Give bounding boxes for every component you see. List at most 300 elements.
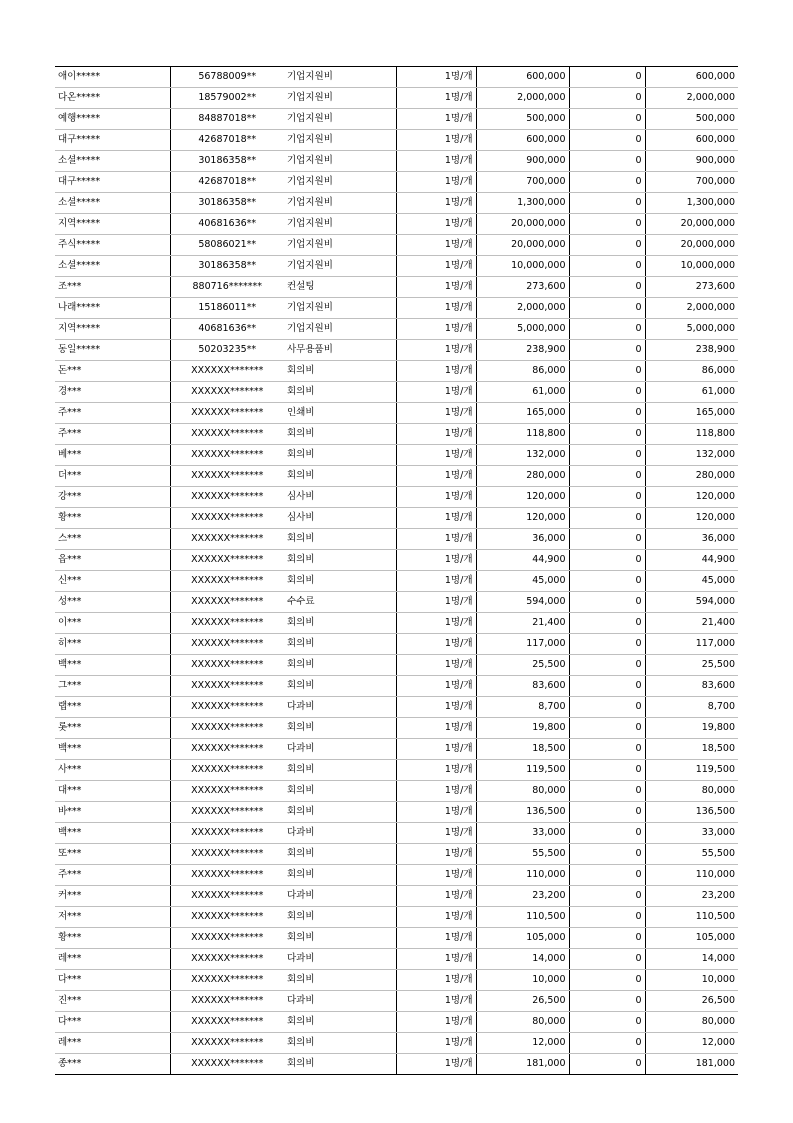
unit-cell: 1명/개 [396, 67, 476, 88]
amount-cell: 2,000,000 [476, 298, 569, 319]
registration-number-cell: XXXXXX******* [170, 403, 284, 424]
expense-category-cell: 회의비 [284, 676, 396, 697]
amount-cell: 10,000,000 [476, 256, 569, 277]
expense-category-cell: 기업지원비 [284, 109, 396, 130]
expense-ledger-table [55, 66, 738, 1075]
amount-cell: 23,200 [476, 886, 569, 907]
unit-cell: 1명/개 [396, 109, 476, 130]
tax-cell: 0 [569, 172, 645, 193]
registration-number-cell: XXXXXX******* [170, 886, 284, 907]
total-cell: 45,000 [645, 571, 738, 592]
tax-cell: 0 [569, 340, 645, 361]
amount-cell: 20,000,000 [476, 235, 569, 256]
total-cell: 44,900 [645, 550, 738, 571]
registration-number-cell: XXXXXX******* [170, 382, 284, 403]
amount-cell: 33,000 [476, 823, 569, 844]
total-cell: 18,500 [645, 739, 738, 760]
vendor-name-cell: 대구***** [55, 172, 170, 193]
registration-number-cell: XXXXXX******* [170, 718, 284, 739]
unit-cell: 1명/개 [396, 361, 476, 382]
amount-cell: 26,500 [476, 991, 569, 1012]
unit-cell: 1명/개 [396, 466, 476, 487]
registration-number-cell: XXXXXX******* [170, 760, 284, 781]
vendor-name-cell: 바*** [55, 802, 170, 823]
amount-cell: 105,000 [476, 928, 569, 949]
tax-cell: 0 [569, 151, 645, 172]
registration-number-cell: XXXXXX******* [170, 970, 284, 991]
table-row [55, 949, 738, 970]
table-row [55, 634, 738, 655]
registration-number-cell: XXXXXX******* [170, 676, 284, 697]
vendor-name-cell: 황*** [55, 508, 170, 529]
registration-number-cell: XXXXXX******* [170, 445, 284, 466]
expense-category-cell: 회의비 [284, 382, 396, 403]
registration-number-cell: 30186358** [170, 193, 284, 214]
unit-cell: 1명/개 [396, 445, 476, 466]
expense-category-cell: 회의비 [284, 1012, 396, 1033]
expense-category-cell: 다과비 [284, 739, 396, 760]
unit-cell: 1명/개 [396, 718, 476, 739]
total-cell: 8,700 [645, 697, 738, 718]
table-row [55, 613, 738, 634]
total-cell: 26,500 [645, 991, 738, 1012]
registration-number-cell: 40681636** [170, 319, 284, 340]
expense-category-cell: 기업지원비 [284, 214, 396, 235]
registration-number-cell: 42687018** [170, 130, 284, 151]
registration-number-cell: XXXXXX******* [170, 991, 284, 1012]
total-cell: 20,000,000 [645, 214, 738, 235]
registration-number-cell: XXXXXX******* [170, 823, 284, 844]
registration-number-cell: XXXXXX******* [170, 613, 284, 634]
tax-cell: 0 [569, 193, 645, 214]
vendor-name-cell: 백*** [55, 655, 170, 676]
unit-cell: 1명/개 [396, 340, 476, 361]
total-cell: 132,000 [645, 445, 738, 466]
vendor-name-cell: 다*** [55, 970, 170, 991]
unit-cell: 1명/개 [396, 844, 476, 865]
table-row [55, 403, 738, 424]
expense-category-cell: 심사비 [284, 508, 396, 529]
vendor-name-cell: 동일***** [55, 340, 170, 361]
amount-cell: 20,000,000 [476, 214, 569, 235]
expense-category-cell: 다과비 [284, 991, 396, 1012]
table-row [55, 655, 738, 676]
total-cell: 600,000 [645, 67, 738, 88]
expense-category-cell: 회의비 [284, 655, 396, 676]
table-row [55, 151, 738, 172]
table-row [55, 1012, 738, 1033]
tax-cell: 0 [569, 403, 645, 424]
vendor-name-cell: 돈*** [55, 361, 170, 382]
vendor-name-cell: 저*** [55, 907, 170, 928]
table-row [55, 739, 738, 760]
amount-cell: 83,600 [476, 676, 569, 697]
vendor-name-cell: 주*** [55, 403, 170, 424]
amount-cell: 700,000 [476, 172, 569, 193]
table-row [55, 88, 738, 109]
table-row [55, 529, 738, 550]
tax-cell: 0 [569, 508, 645, 529]
expense-category-cell: 회의비 [284, 361, 396, 382]
total-cell: 165,000 [645, 403, 738, 424]
expense-category-cell: 기업지원비 [284, 130, 396, 151]
table-row [55, 508, 738, 529]
unit-cell: 1명/개 [396, 781, 476, 802]
amount-cell: 136,500 [476, 802, 569, 823]
total-cell: 105,000 [645, 928, 738, 949]
tax-cell: 0 [569, 634, 645, 655]
expense-category-cell: 기업지원비 [284, 256, 396, 277]
total-cell: 900,000 [645, 151, 738, 172]
registration-number-cell: XXXXXX******* [170, 571, 284, 592]
tax-cell: 0 [569, 907, 645, 928]
unit-cell: 1명/개 [396, 1012, 476, 1033]
table-row [55, 298, 738, 319]
tax-cell: 0 [569, 487, 645, 508]
unit-cell: 1명/개 [396, 193, 476, 214]
total-cell: 500,000 [645, 109, 738, 130]
expense-category-cell: 회의비 [284, 550, 396, 571]
amount-cell: 5,000,000 [476, 319, 569, 340]
amount-cell: 18,500 [476, 739, 569, 760]
tax-cell: 0 [569, 802, 645, 823]
tax-cell: 0 [569, 235, 645, 256]
vendor-name-cell: 이*** [55, 613, 170, 634]
unit-cell: 1명/개 [396, 1054, 476, 1075]
total-cell: 33,000 [645, 823, 738, 844]
total-cell: 10,000,000 [645, 256, 738, 277]
total-cell: 80,000 [645, 1012, 738, 1033]
vendor-name-cell: 그*** [55, 676, 170, 697]
registration-number-cell: XXXXXX******* [170, 697, 284, 718]
expense-category-cell: 기업지원비 [284, 172, 396, 193]
registration-number-cell: 84887018** [170, 109, 284, 130]
amount-cell: 45,000 [476, 571, 569, 592]
unit-cell: 1명/개 [396, 151, 476, 172]
expense-category-cell: 회의비 [284, 718, 396, 739]
registration-number-cell: XXXXXX******* [170, 928, 284, 949]
unit-cell: 1명/개 [396, 277, 476, 298]
unit-cell: 1명/개 [396, 823, 476, 844]
expense-category-cell: 회의비 [284, 760, 396, 781]
total-cell: 10,000 [645, 970, 738, 991]
amount-cell: 594,000 [476, 592, 569, 613]
total-cell: 55,500 [645, 844, 738, 865]
vendor-name-cell: 강*** [55, 487, 170, 508]
registration-number-cell: 18579002** [170, 88, 284, 109]
expense-category-cell: 회의비 [284, 613, 396, 634]
total-cell: 600,000 [645, 130, 738, 151]
unit-cell: 1명/개 [396, 613, 476, 634]
expense-category-cell: 기업지원비 [284, 67, 396, 88]
total-cell: 110,000 [645, 865, 738, 886]
table-row [55, 592, 738, 613]
total-cell: 594,000 [645, 592, 738, 613]
table-row [55, 487, 738, 508]
registration-number-cell: XXXXXX******* [170, 529, 284, 550]
amount-cell: 21,400 [476, 613, 569, 634]
unit-cell: 1명/개 [396, 802, 476, 823]
table-row [55, 1033, 738, 1054]
unit-cell: 1명/개 [396, 508, 476, 529]
total-cell: 86,000 [645, 361, 738, 382]
total-cell: 25,500 [645, 655, 738, 676]
registration-number-cell: 30186358** [170, 151, 284, 172]
expense-category-cell: 회의비 [284, 1054, 396, 1075]
amount-cell: 36,000 [476, 529, 569, 550]
expense-category-cell: 기업지원비 [284, 298, 396, 319]
registration-number-cell: XXXXXX******* [170, 424, 284, 445]
tax-cell: 0 [569, 697, 645, 718]
expense-category-cell: 다과비 [284, 823, 396, 844]
amount-cell: 165,000 [476, 403, 569, 424]
expense-category-cell: 기업지원비 [284, 319, 396, 340]
expense-category-cell: 회의비 [284, 571, 396, 592]
expense-category-cell: 수수료 [284, 592, 396, 613]
registration-number-cell: XXXXXX******* [170, 634, 284, 655]
vendor-name-cell: 소셜***** [55, 256, 170, 277]
unit-cell: 1명/개 [396, 991, 476, 1012]
vendor-name-cell: 조*** [55, 277, 170, 298]
tax-cell: 0 [569, 424, 645, 445]
vendor-name-cell: 레*** [55, 949, 170, 970]
tax-cell: 0 [569, 277, 645, 298]
unit-cell: 1명/개 [396, 235, 476, 256]
vendor-name-cell: 롯*** [55, 718, 170, 739]
expense-category-cell: 회의비 [284, 928, 396, 949]
tax-cell: 0 [569, 781, 645, 802]
table-row [55, 340, 738, 361]
tax-cell: 0 [569, 928, 645, 949]
unit-cell: 1명/개 [396, 298, 476, 319]
vendor-name-cell: 진*** [55, 991, 170, 1012]
amount-cell: 14,000 [476, 949, 569, 970]
tax-cell: 0 [569, 67, 645, 88]
unit-cell: 1명/개 [396, 697, 476, 718]
expense-category-cell: 다과비 [284, 949, 396, 970]
unit-cell: 1명/개 [396, 487, 476, 508]
total-cell: 61,000 [645, 382, 738, 403]
tax-cell: 0 [569, 529, 645, 550]
registration-number-cell: XXXXXX******* [170, 508, 284, 529]
amount-cell: 181,000 [476, 1054, 569, 1075]
unit-cell: 1명/개 [396, 256, 476, 277]
vendor-name-cell: 애이***** [55, 67, 170, 88]
amount-cell: 120,000 [476, 487, 569, 508]
amount-cell: 44,900 [476, 550, 569, 571]
registration-number-cell: 880716******* [170, 277, 284, 298]
unit-cell: 1명/개 [396, 886, 476, 907]
total-cell: 2,000,000 [645, 88, 738, 109]
table-row [55, 802, 738, 823]
vendor-name-cell: 히*** [55, 634, 170, 655]
tax-cell: 0 [569, 760, 645, 781]
amount-cell: 10,000 [476, 970, 569, 991]
vendor-name-cell: 백*** [55, 823, 170, 844]
amount-cell: 61,000 [476, 382, 569, 403]
table-row [55, 466, 738, 487]
tax-cell: 0 [569, 970, 645, 991]
unit-cell: 1명/개 [396, 907, 476, 928]
total-cell: 2,000,000 [645, 298, 738, 319]
unit-cell: 1명/개 [396, 571, 476, 592]
total-cell: 5,000,000 [645, 319, 738, 340]
unit-cell: 1명/개 [396, 928, 476, 949]
vendor-name-cell: 백*** [55, 739, 170, 760]
expense-category-cell: 사무용품비 [284, 340, 396, 361]
tax-cell: 0 [569, 949, 645, 970]
expense-category-cell: 회의비 [284, 907, 396, 928]
tax-cell: 0 [569, 130, 645, 151]
tax-cell: 0 [569, 823, 645, 844]
total-cell: 119,500 [645, 760, 738, 781]
amount-cell: 25,500 [476, 655, 569, 676]
expense-category-cell: 회의비 [284, 1033, 396, 1054]
tax-cell: 0 [569, 718, 645, 739]
expense-category-cell: 다과비 [284, 886, 396, 907]
unit-cell: 1명/개 [396, 550, 476, 571]
unit-cell: 1명/개 [396, 949, 476, 970]
vendor-name-cell: 스*** [55, 529, 170, 550]
vendor-name-cell: 예행***** [55, 109, 170, 130]
vendor-name-cell: 대구***** [55, 130, 170, 151]
registration-number-cell: XXXXXX******* [170, 781, 284, 802]
table-row [55, 130, 738, 151]
amount-cell: 500,000 [476, 109, 569, 130]
unit-cell: 1명/개 [396, 592, 476, 613]
total-cell: 14,000 [645, 949, 738, 970]
total-cell: 238,900 [645, 340, 738, 361]
unit-cell: 1명/개 [396, 403, 476, 424]
table-row [55, 970, 738, 991]
table-row [55, 1054, 738, 1075]
vendor-name-cell: 지역***** [55, 319, 170, 340]
table-row [55, 256, 738, 277]
total-cell: 19,800 [645, 718, 738, 739]
registration-number-cell: 58086021** [170, 235, 284, 256]
table-row [55, 67, 738, 88]
table-row [55, 193, 738, 214]
ledger-body [55, 67, 738, 1075]
registration-number-cell: XXXXXX******* [170, 844, 284, 865]
tax-cell: 0 [569, 613, 645, 634]
registration-number-cell: XXXXXX******* [170, 361, 284, 382]
total-cell: 110,500 [645, 907, 738, 928]
table-row [55, 571, 738, 592]
total-cell: 80,000 [645, 781, 738, 802]
amount-cell: 900,000 [476, 151, 569, 172]
registration-number-cell: XXXXXX******* [170, 466, 284, 487]
expense-category-cell: 회의비 [284, 802, 396, 823]
unit-cell: 1명/개 [396, 760, 476, 781]
vendor-name-cell: 더*** [55, 466, 170, 487]
tax-cell: 0 [569, 1054, 645, 1075]
tax-cell: 0 [569, 739, 645, 760]
registration-number-cell: XXXXXX******* [170, 550, 284, 571]
amount-cell: 117,000 [476, 634, 569, 655]
vendor-name-cell: 종*** [55, 1054, 170, 1075]
vendor-name-cell: 다*** [55, 1012, 170, 1033]
table-row [55, 823, 738, 844]
expense-category-cell: 인쇄비 [284, 403, 396, 424]
total-cell: 118,800 [645, 424, 738, 445]
unit-cell: 1명/개 [396, 214, 476, 235]
total-cell: 120,000 [645, 508, 738, 529]
amount-cell: 132,000 [476, 445, 569, 466]
total-cell: 20,000,000 [645, 235, 738, 256]
registration-number-cell: 50203235** [170, 340, 284, 361]
table-row [55, 697, 738, 718]
tax-cell: 0 [569, 1033, 645, 1054]
amount-cell: 118,800 [476, 424, 569, 445]
tax-cell: 0 [569, 256, 645, 277]
amount-cell: 120,000 [476, 508, 569, 529]
vendor-name-cell: 레*** [55, 1033, 170, 1054]
table-row [55, 424, 738, 445]
tax-cell: 0 [569, 88, 645, 109]
amount-cell: 110,000 [476, 865, 569, 886]
total-cell: 12,000 [645, 1033, 738, 1054]
expense-category-cell: 기업지원비 [284, 235, 396, 256]
expense-category-cell: 회의비 [284, 445, 396, 466]
unit-cell: 1명/개 [396, 655, 476, 676]
table-row [55, 445, 738, 466]
amount-cell: 8,700 [476, 697, 569, 718]
total-cell: 280,000 [645, 466, 738, 487]
total-cell: 36,000 [645, 529, 738, 550]
table-row [55, 676, 738, 697]
unit-cell: 1명/개 [396, 319, 476, 340]
registration-number-cell: XXXXXX******* [170, 655, 284, 676]
tax-cell: 0 [569, 298, 645, 319]
table-row [55, 550, 738, 571]
amount-cell: 238,900 [476, 340, 569, 361]
unit-cell: 1명/개 [396, 172, 476, 193]
amount-cell: 280,000 [476, 466, 569, 487]
amount-cell: 600,000 [476, 130, 569, 151]
unit-cell: 1명/개 [396, 529, 476, 550]
registration-number-cell: XXXXXX******* [170, 487, 284, 508]
amount-cell: 19,800 [476, 718, 569, 739]
tax-cell: 0 [569, 214, 645, 235]
vendor-name-cell: 신*** [55, 571, 170, 592]
unit-cell: 1명/개 [396, 382, 476, 403]
unit-cell: 1명/개 [396, 970, 476, 991]
amount-cell: 273,600 [476, 277, 569, 298]
amount-cell: 2,000,000 [476, 88, 569, 109]
registration-number-cell: XXXXXX******* [170, 1054, 284, 1075]
vendor-name-cell: 랩*** [55, 697, 170, 718]
amount-cell: 119,500 [476, 760, 569, 781]
vendor-name-cell: 황*** [55, 928, 170, 949]
tax-cell: 0 [569, 991, 645, 1012]
vendor-name-cell: 나래***** [55, 298, 170, 319]
amount-cell: 12,000 [476, 1033, 569, 1054]
tax-cell: 0 [569, 361, 645, 382]
total-cell: 21,400 [645, 613, 738, 634]
total-cell: 117,000 [645, 634, 738, 655]
table-row [55, 235, 738, 256]
unit-cell: 1명/개 [396, 634, 476, 655]
vendor-name-cell: 다온***** [55, 88, 170, 109]
vendor-name-cell: 성*** [55, 592, 170, 613]
registration-number-cell: 40681636** [170, 214, 284, 235]
amount-cell: 80,000 [476, 1012, 569, 1033]
vendor-name-cell: 소셜***** [55, 151, 170, 172]
tax-cell: 0 [569, 319, 645, 340]
expense-category-cell: 회의비 [284, 424, 396, 445]
unit-cell: 1명/개 [396, 424, 476, 445]
